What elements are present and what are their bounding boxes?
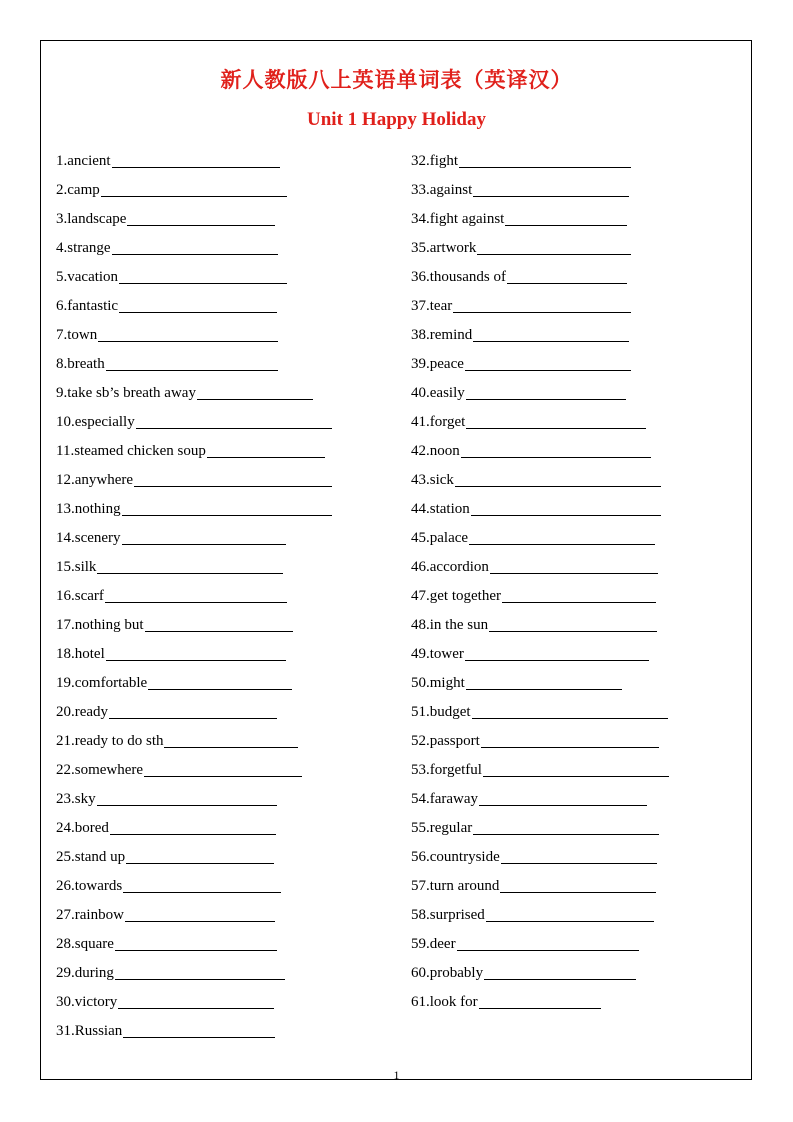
right-word-column: [411, 143, 669, 1013]
vocab-item: [411, 926, 669, 955]
vocab-word: 51.budget: [411, 704, 471, 720]
answer-blank-line[interactable]: [164, 746, 298, 748]
answer-blank-line[interactable]: [112, 253, 278, 255]
vocab-item: [411, 375, 669, 404]
vocab-word: 11.steamed chicken soup: [56, 443, 206, 459]
vocab-item: [56, 346, 332, 375]
answer-blank-line[interactable]: [125, 920, 275, 922]
vocab-item: [56, 955, 332, 984]
answer-blank-line[interactable]: [457, 949, 639, 951]
answer-blank-line[interactable]: [119, 282, 287, 284]
vocab-item: [56, 984, 332, 1013]
vocab-item: [411, 665, 669, 694]
vocab-word: 35.artwork: [411, 240, 477, 256]
vocab-item: [56, 897, 332, 926]
answer-blank-line[interactable]: [123, 1036, 275, 1038]
answer-blank-line[interactable]: [106, 369, 278, 371]
vocab-word: 45.palace: [411, 530, 469, 546]
vocab-word: 27.rainbow: [56, 907, 124, 923]
vocab-item: [411, 984, 669, 1013]
vocab-word: 17.nothing but: [56, 617, 144, 633]
vocab-item: [56, 810, 332, 839]
vocab-item: [411, 839, 669, 868]
vocab-item: [411, 636, 669, 665]
vocab-word: 47.get together: [411, 588, 501, 604]
vocab-item: [411, 433, 669, 462]
vocab-item: [411, 810, 669, 839]
answer-blank-line[interactable]: [455, 485, 661, 487]
vocab-word: 43.sick: [411, 472, 454, 488]
answer-blank-line[interactable]: [459, 166, 631, 168]
vocab-word: 29.during: [56, 965, 114, 981]
vocab-item: [56, 433, 332, 462]
vocab-item: [411, 578, 669, 607]
answer-blank-line[interactable]: [466, 688, 622, 690]
vocab-word: 59.deer: [411, 936, 456, 952]
vocab-item: [411, 752, 669, 781]
vocab-item: [411, 781, 669, 810]
vocab-word: 34.fight against: [411, 211, 505, 227]
vocab-item: [411, 520, 669, 549]
answer-blank-line[interactable]: [489, 630, 657, 632]
answer-blank-line[interactable]: [461, 456, 651, 458]
answer-blank-line[interactable]: [148, 688, 292, 690]
answer-blank-line[interactable]: [127, 224, 275, 226]
vocab-item: [411, 143, 669, 172]
vocab-item: [411, 723, 669, 752]
answer-blank-line[interactable]: [197, 398, 313, 400]
vocab-item: [56, 694, 332, 723]
vocab-word: 7.town: [56, 327, 98, 343]
vocab-item: [411, 259, 669, 288]
answer-blank-line[interactable]: [472, 717, 668, 719]
answer-blank-line[interactable]: [134, 485, 332, 487]
vocab-item: [411, 404, 669, 433]
unit-heading: Unit 1 Happy Holiday: [307, 109, 486, 130]
answer-blank-line[interactable]: [471, 514, 661, 516]
answer-blank-line[interactable]: [469, 543, 655, 545]
vocab-item: [56, 665, 332, 694]
vocab-word: 13.nothing: [56, 501, 121, 517]
vocab-word: 8.breath: [56, 356, 105, 372]
answer-blank-line[interactable]: [481, 746, 659, 748]
vocab-word: 25.stand up: [56, 849, 126, 865]
vocab-word: 2.camp: [56, 182, 100, 198]
vocab-word: 42.noon: [411, 443, 460, 459]
vocab-item: [56, 578, 332, 607]
answer-blank-line[interactable]: [507, 282, 627, 284]
vocab-item: [56, 839, 332, 868]
vocab-word: 40.easily: [411, 385, 465, 401]
vocab-word: 50.might: [411, 675, 465, 691]
vocab-word: 53.forgetful: [411, 762, 482, 778]
answer-blank-line[interactable]: [97, 572, 283, 574]
vocab-item: [56, 926, 332, 955]
answer-blank-line[interactable]: [479, 804, 647, 806]
vocab-item: [411, 607, 669, 636]
vocab-word: 41.forget: [411, 414, 466, 430]
vocab-word: 37.tear: [411, 298, 453, 314]
answer-blank-line[interactable]: [109, 717, 277, 719]
answer-blank-line[interactable]: [123, 891, 281, 893]
vocab-item: [56, 636, 332, 665]
answer-blank-line[interactable]: [115, 949, 277, 951]
vocab-item: [56, 172, 332, 201]
vocab-word: 26.towards: [56, 878, 123, 894]
answer-blank-line[interactable]: [505, 224, 627, 226]
vocab-word: 14.scenery: [56, 530, 121, 546]
vocab-word: 44.station: [411, 501, 470, 517]
vocab-item: [56, 549, 332, 578]
answer-blank-line[interactable]: [465, 659, 649, 661]
answer-blank-line[interactable]: [98, 340, 278, 342]
vocab-word: 19.comfortable: [56, 675, 148, 691]
answer-blank-line[interactable]: [101, 195, 287, 197]
vocab-word: 18.hotel: [56, 646, 105, 662]
answer-blank-line[interactable]: [106, 659, 286, 661]
vocab-word: 6.fantastic: [56, 298, 119, 314]
vocab-item: [56, 404, 332, 433]
vocab-word: 4.strange: [56, 240, 111, 256]
vocab-item: [56, 752, 332, 781]
answer-blank-line[interactable]: [115, 978, 285, 980]
answer-blank-line[interactable]: [477, 253, 631, 255]
vocab-item: [56, 723, 332, 752]
left-word-column: [56, 143, 332, 1042]
page-number: 1: [393, 1068, 400, 1082]
vocab-word: 60.probably: [411, 965, 484, 981]
vocab-word: 48.in the sun: [411, 617, 489, 633]
vocab-item: [56, 1013, 332, 1042]
answer-blank-line[interactable]: [105, 601, 287, 603]
vocab-word: 52.passport: [411, 733, 480, 749]
vocab-item: [56, 201, 332, 230]
vocab-item: [411, 549, 669, 578]
vocab-word: 9.take sb’s breath away: [56, 385, 196, 401]
vocab-word: 56.countryside: [411, 849, 500, 865]
answer-blank-line[interactable]: [501, 862, 657, 864]
answer-blank-line[interactable]: [490, 572, 658, 574]
vocab-word: 30.victory: [56, 994, 118, 1010]
vocab-word: 57.turn around: [411, 878, 500, 894]
answer-blank-line[interactable]: [122, 543, 286, 545]
vocab-item: [411, 288, 669, 317]
vocab-item: [411, 201, 669, 230]
answer-blank-line[interactable]: [119, 311, 277, 313]
answer-blank-line[interactable]: [112, 166, 280, 168]
answer-blank-line[interactable]: [453, 311, 631, 313]
vocab-item: [56, 491, 332, 520]
answer-blank-line[interactable]: [118, 1007, 274, 1009]
vocab-word: 1.ancient: [56, 153, 111, 169]
vocab-item: [411, 955, 669, 984]
answer-blank-line[interactable]: [500, 891, 656, 893]
vocab-word: 58.surprised: [411, 907, 485, 923]
vocab-item: [56, 259, 332, 288]
answer-blank-line[interactable]: [136, 427, 332, 429]
vocab-item: [411, 317, 669, 346]
answer-blank-line[interactable]: [473, 833, 659, 835]
vocab-item: [56, 781, 332, 810]
answer-blank-line[interactable]: [484, 978, 636, 980]
vocab-item: [56, 288, 332, 317]
page-title: 新人教版八上英语单词表（英译汉）: [220, 67, 573, 92]
vocab-item: [56, 607, 332, 636]
vocab-word: 36.thousands of: [411, 269, 506, 285]
vocab-word: 16.scarf: [56, 588, 104, 604]
vocab-item: [56, 317, 332, 346]
vocab-word: 31.Russian: [56, 1023, 123, 1039]
answer-blank-line[interactable]: [144, 775, 302, 777]
vocab-item: [411, 694, 669, 723]
vocab-word: 21.ready to do sth: [56, 733, 164, 749]
answer-blank-line[interactable]: [473, 340, 629, 342]
vocab-word: 32.fight: [411, 153, 459, 169]
vocab-item: [56, 143, 332, 172]
vocab-item: [411, 172, 669, 201]
answer-blank-line[interactable]: [479, 1007, 601, 1009]
vocab-word: 28.square: [56, 936, 114, 952]
vocab-item: [411, 346, 669, 375]
vocab-word: 39.peace: [411, 356, 464, 372]
vocab-word: 15.silk: [56, 559, 97, 575]
vocab-item: [411, 491, 669, 520]
answer-blank-line[interactable]: [473, 195, 629, 197]
answer-blank-line[interactable]: [145, 630, 293, 632]
answer-blank-line[interactable]: [207, 456, 325, 458]
vocab-item: [56, 520, 332, 549]
answer-blank-line[interactable]: [122, 514, 332, 516]
answer-blank-line[interactable]: [110, 833, 276, 835]
vocab-word: 54.faraway: [411, 791, 479, 807]
vocab-word: 24.bored: [56, 820, 109, 836]
vocab-item: [411, 897, 669, 926]
vocab-word: 23.sky: [56, 791, 96, 807]
vocab-word: 10.especially: [56, 414, 135, 430]
answer-blank-line[interactable]: [97, 804, 277, 806]
answer-blank-line[interactable]: [126, 862, 274, 864]
vocab-item: [411, 462, 669, 491]
vocab-item: [56, 462, 332, 491]
vocab-word: 61.look for: [411, 994, 478, 1010]
answer-blank-line[interactable]: [465, 369, 631, 371]
answer-blank-line[interactable]: [483, 775, 669, 777]
answer-blank-line[interactable]: [486, 920, 654, 922]
answer-blank-line[interactable]: [466, 398, 626, 400]
vocab-item: [56, 375, 332, 404]
answer-blank-line[interactable]: [502, 601, 656, 603]
vocab-word: 12.anywhere: [56, 472, 134, 488]
vocab-word: 55.regular: [411, 820, 473, 836]
vocab-word: 46.accordion: [411, 559, 489, 575]
vocab-item: [411, 868, 669, 897]
vocab-word: 38.remind: [411, 327, 473, 343]
answer-blank-line[interactable]: [466, 427, 646, 429]
vocab-word: 22.somewhere: [56, 762, 144, 778]
vocab-item: [411, 230, 669, 259]
vocab-item: [56, 868, 332, 897]
vocab-word: 20.ready: [56, 704, 109, 720]
vocab-word: 3.landscape: [56, 211, 127, 227]
vocab-word: 33.against: [411, 182, 473, 198]
vocab-word: 5.vacation: [56, 269, 119, 285]
vocab-word: 49.tower: [411, 646, 464, 662]
vocab-item: [56, 230, 332, 259]
